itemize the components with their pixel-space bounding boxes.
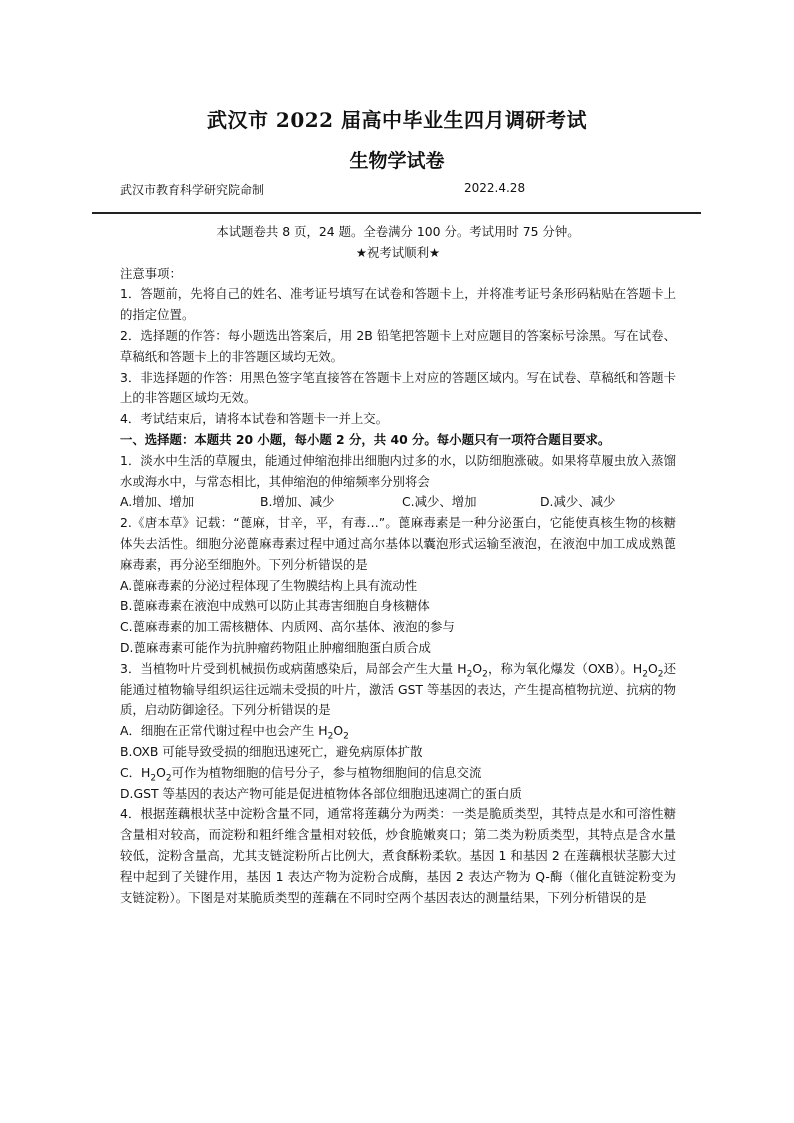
question-3-stem-part: ，称为氧化爆发（OXB）。H (487, 660, 643, 676)
subscript: 2 (327, 731, 334, 742)
exam-subtitle: 生物学试卷 (349, 150, 445, 172)
note-item: 1．答题前，先将自己的姓名、准考证号填写在试卷和答题卡上，并将准考证号条形码粘贴在答题卡上的指定位置。 (120, 286, 676, 323)
exam-date: 2022.4.28 (464, 181, 526, 195)
option-text: C．H (120, 764, 151, 780)
question-3-stem (120, 659, 676, 721)
issuer-label: 武汉市教育科学研究院命制 (120, 183, 265, 197)
question-1-stem: 1．淡水中生活的草履虫，能通过伸缩泡排出细胞内过多的水，以防细胞涨破。如果将草履虫放入蒸馏水或海水中，与常态相比，其伸缩泡的伸缩频率分别将会 (120, 452, 676, 489)
question-1-options (120, 492, 676, 513)
question-1-option-a: A.增加、增加 (120, 494, 195, 510)
question-2-stem: 2.《唐本草》记载：“蓖麻，甘辛，平，有毒…”。蓖麻毒素是一种分泌蛋白，它能使真核生物的核糖体失去活性。细胞分泌蓖麻毒素过程中通过高尔基体以囊泡形式运输至液泡，在液泡中加工成成熟蓖麻毒素，再分泌至细胞外。下列分析错误的是 (120, 515, 676, 572)
question-3-option-c (120, 763, 676, 784)
question-2-option-d: D.蓖麻毒素可能作为抗肿瘤药物阻止肿瘤细胞蛋白质合成 (120, 639, 431, 655)
option-text: O (156, 764, 166, 780)
question-3-stem-part: O (648, 660, 658, 676)
question-2-option-c: C.蓖麻毒素的加工需核糖体、内质网、高尔基体、液泡的参与 (120, 619, 455, 635)
question-3-stem-part: 还能通过植物输导组织运往远端未受损的叶片，激活 GST 等基因的表达，产生提高植物抗逆、抗病的物质，启动防御途径。下列分析错误的是 (120, 660, 677, 718)
note-item: 4．考试结束后，请将本试卷和答题卡一并上交。 (120, 411, 389, 427)
exam-wish: ★祝考试顺利★ (355, 244, 441, 260)
question-1-option-c: C.减少、增加 (402, 494, 477, 510)
subscript: 2 (150, 773, 157, 784)
subscript: 2 (642, 669, 648, 680)
exam-summary: 本试题卷共 8 页，24 题。全卷满分 100 分。考试用时 75 分钟。 (216, 224, 580, 239)
section-heading: 一、选择题：本题共 20 小题，每小题 2 分，共 40 分。每小题只有一项符合题目要求。 (120, 431, 611, 447)
option-text: O (333, 723, 344, 739)
exam-body (120, 222, 676, 908)
notes-heading: 注意事项： (120, 265, 182, 281)
question-1-option-d: D.减少、减少 (540, 494, 616, 510)
subscript: 2 (482, 669, 488, 680)
note-item: 3．非选择题的作答：用黑色签字笔直接答在答题卡上对应的答题区域内。写在试卷、草稿纸和答题卡上的非答题区域均无效。 (120, 369, 676, 406)
header-divider (92, 212, 701, 214)
question-1-option-b: B.增加、减少 (260, 494, 335, 510)
question-2-option-a: A.蓖麻毒素的分泌过程体现了生物膜结构上具有流动性 (120, 577, 418, 593)
question-2-option-b: B.蓖麻毒素在液泡中成熟可以防止其毒害细胞自身核糖体 (120, 598, 430, 614)
question-3-stem-part: O (472, 660, 483, 676)
note-item: 2．选择题的作答：每小题选出答案后，用 2B 铅笔把答题卡上对应题目的答案标号涂黑。写在试卷、草稿纸和答题卡上的非答题区域均无效。 (120, 327, 676, 364)
question-3-option-a (120, 721, 676, 742)
question-3-stem-part: 3．当植物叶片受到机械损伤或病菌感染后，局部会产生大量 H (120, 660, 467, 676)
subscript: 2 (657, 669, 664, 680)
question-4-stem: 4．根据莲藕根状茎中淀粉含量不同，通常将莲藕分为两类：一类是脆质类型，其特点是水和可溶性糖含量相对较高，而淀粉和粗纤维含量相对较低，炒食脆嫩爽口；第二类为粉质类型，其特点是含水量较低，淀粉含量高，尤其支链淀粉所占比例大，煮食酥粉柔软。基因 1 和基因 2 在莲藕根状茎膨大过程中起到了关键作用，基因 1 表达产物为淀粉合成酶，基因 2 表达产物为 Q-酶（催化直链淀粉变为支链淀粉）。下图是对某脆质类型的莲藕在不同时空两个基因表达的测量结果，下列分析错误的是 (120, 806, 676, 905)
subscript: 2 (343, 731, 349, 742)
question-3-option-b: B.OXB 可能导致受损的细胞迅速死亡，避免病原体扩散 (120, 743, 423, 759)
option-text: 可作为植物细胞的信号分子，参与植物细胞间的信息交流 (171, 764, 482, 780)
question-3-option-d: D.GST 等基因的表达产物可能是促进植物体各部位细胞迅速凋亡的蛋白质 (120, 785, 522, 801)
exam-title: 武汉市 2022 届高中毕业生四月调研考试 (206, 108, 588, 132)
subscript: 2 (165, 773, 172, 784)
subscript: 2 (466, 669, 473, 680)
option-text: A．细胞在正常代谢过程中也会产生 H (120, 723, 328, 739)
